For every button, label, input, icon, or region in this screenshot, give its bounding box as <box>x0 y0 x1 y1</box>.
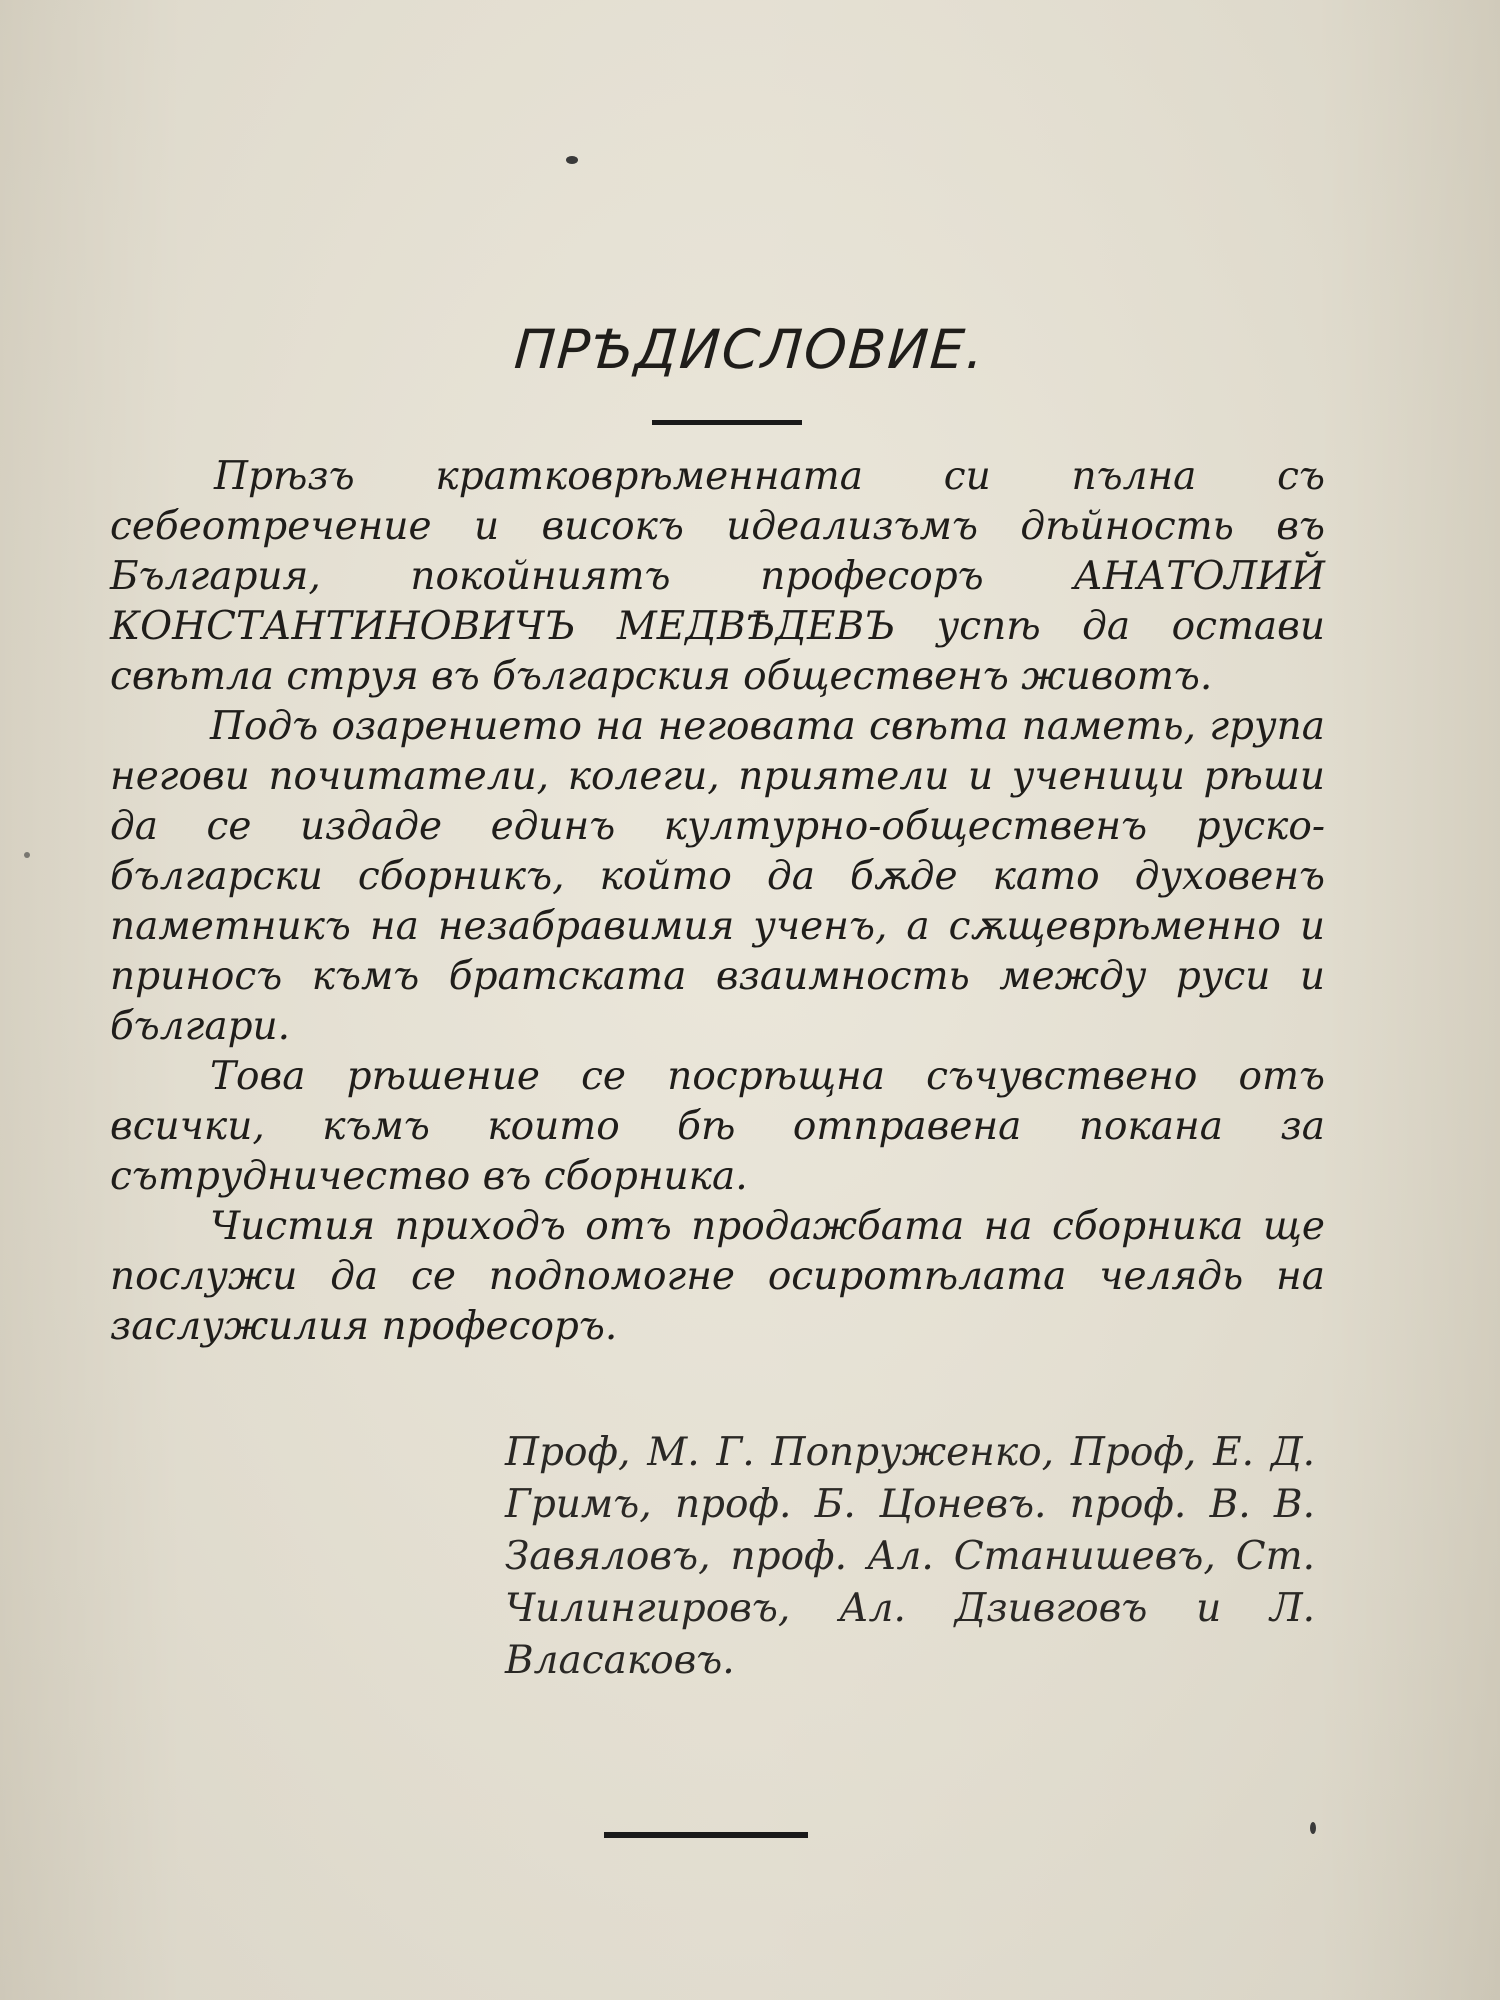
paragraph: Чистия приходъ отъ продажбата на сборника ще послужи да се подпомогне осиротѣлата челядь на заслужилия професоръ. <box>110 1204 1325 1349</box>
paragraph: Прѣзъ кратковрѣменната си пълна съ себеотречение и високъ идеализъмъ дѣйность въ България, покойниятъ професоръ АНАТОЛИЙ КОНСТАНТИНОВИЧЪ МЕДВѢДЕВЪ успѣ да остави свѣтла струя въ българския общественъ животъ. <box>110 454 1325 699</box>
closing-rule <box>604 1832 808 1838</box>
page-title: ПРѢДИСЛОВИЕ. <box>512 318 988 381</box>
paragraph: Подъ озарението на неговата свѣта паметь, група негови почитатели, колеги, приятели и ученици рѣши да се издаде единъ културно-общественъ руско-български сборникъ, който да бѫде като духовенъ паметникъ на незабравимия ученъ, а сѫщеврѣменно и приносъ къмъ братската взаимность между руси и българи. <box>110 704 1325 1049</box>
ink-speck <box>566 156 578 164</box>
title-underline <box>652 420 802 425</box>
preface-body <box>110 452 1325 1352</box>
ink-speck <box>1310 1822 1316 1834</box>
paragraph: Това рѣшение се посрѣщна съчувствено отъ всички, къмъ които бѣ отправена покана за сътрудничество въ сборника. <box>110 1054 1325 1199</box>
ink-speck <box>24 852 30 858</box>
signatories: Проф, М. Г. Попруженко, Проф, Е. Д. Гримъ, проф. Б. Цоневъ. проф. В. В. Завяловъ, проф. Ал. Станишевъ, Ст. Чилингировъ, Ал. Дзивговъ и Л. Власаковъ. <box>505 1430 1315 1683</box>
